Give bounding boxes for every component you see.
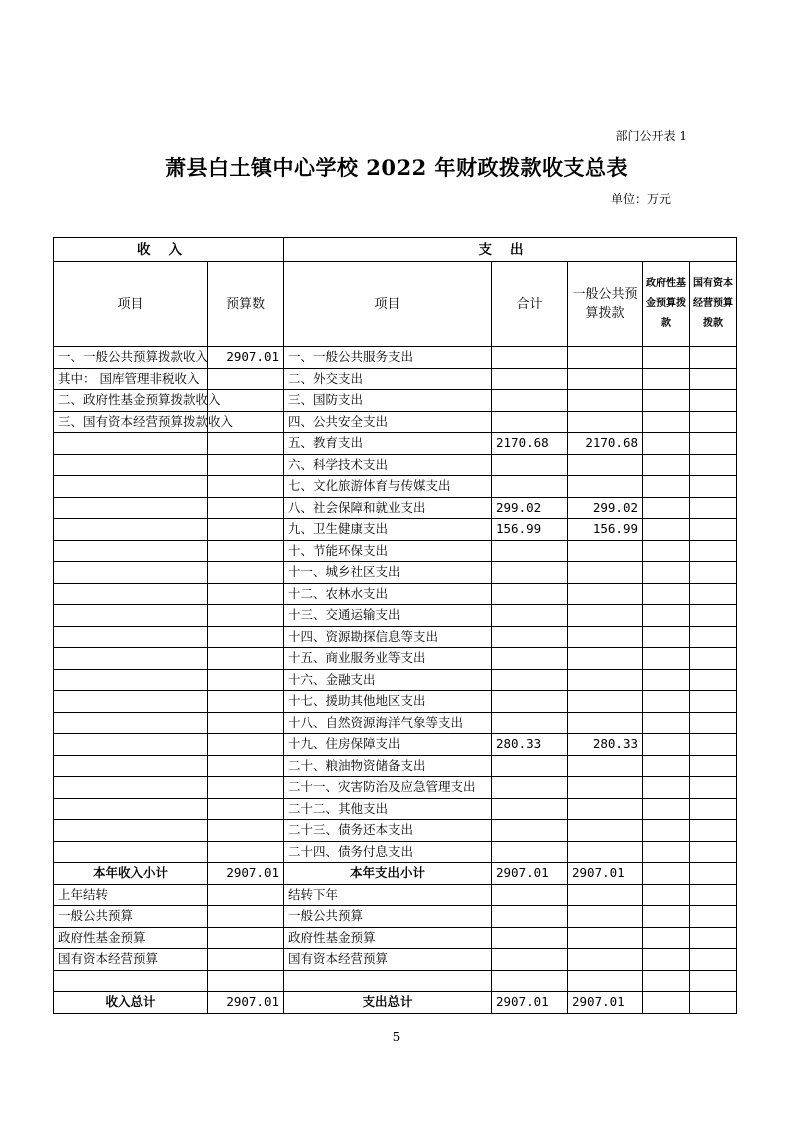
gov-fund-header: 政府性基金预算拨款 [643, 262, 690, 347]
income-item: 一、一般公共预算拨款收入 [54, 347, 208, 369]
expense-gov-fund [643, 734, 690, 756]
income-item [54, 820, 208, 842]
expense-general [568, 841, 643, 863]
income-amount [208, 777, 284, 799]
expense-total: 299.02 [492, 497, 568, 519]
grand-total-row [54, 992, 737, 1014]
expense-state-capital [690, 755, 737, 777]
carry-income-item: 上年结转 [54, 884, 208, 906]
header-row-1 [54, 238, 737, 262]
table-row [54, 476, 737, 498]
table-row [54, 454, 737, 476]
expense-gov-fund [643, 562, 690, 584]
carry-income-item: 政府性基金预算 [54, 927, 208, 949]
expense-subtotal-label: 本年支出小计 [284, 863, 492, 885]
empty-cell [643, 906, 690, 928]
expense-gov-fund [643, 497, 690, 519]
empty-cell [568, 949, 643, 971]
carry-row [54, 906, 737, 928]
expense-general [568, 648, 643, 670]
income-item [54, 841, 208, 863]
income-amount [208, 734, 284, 756]
expense-total [492, 583, 568, 605]
expense-gov-fund [643, 433, 690, 455]
empty-cell [492, 970, 568, 992]
expense-general [568, 411, 643, 433]
expense-gov-fund [643, 669, 690, 691]
income-amount [208, 669, 284, 691]
expense-gov-fund [643, 863, 690, 885]
general-budget-header: 一般公共预算拨款 [568, 262, 643, 347]
income-item: 二、政府性基金预算拨款收入 [54, 390, 208, 412]
empty-cell [568, 927, 643, 949]
carry-row [54, 884, 737, 906]
income-amount [208, 648, 284, 670]
expense-general [568, 583, 643, 605]
expense-general [568, 755, 643, 777]
income-amount [208, 540, 284, 562]
table-row [54, 669, 737, 691]
expense-general: 2170.68 [568, 433, 643, 455]
table-row [54, 368, 737, 390]
expense-item: 十二、农林水支出 [284, 583, 492, 605]
expense-gov-fund [643, 626, 690, 648]
income-header: 收入 [54, 238, 284, 262]
unit-label: 单位：万元 [610, 192, 671, 206]
expense-gov-fund [643, 411, 690, 433]
table-row [54, 347, 737, 369]
page-number: 5 [392, 1030, 401, 1044]
expense-item: 二十四、债务付息支出 [284, 841, 492, 863]
expense-state-capital [690, 497, 737, 519]
expense-total [492, 347, 568, 369]
expense-gov-fund [643, 755, 690, 777]
table-row [54, 798, 737, 820]
expense-gov-fund [643, 777, 690, 799]
expense-gov-fund [643, 583, 690, 605]
expense-gov-fund [643, 605, 690, 627]
income-item [54, 626, 208, 648]
empty-cell [568, 884, 643, 906]
expense-item: 二十三、债务还本支出 [284, 820, 492, 842]
expense-state-capital [690, 540, 737, 562]
expense-general [568, 454, 643, 476]
expense-gov-fund [643, 476, 690, 498]
expense-item: 九、卫生健康支出 [284, 519, 492, 541]
income-item [54, 798, 208, 820]
expense-total: 156.99 [492, 519, 568, 541]
expense-state-capital [690, 992, 737, 1014]
income-item [54, 454, 208, 476]
expense-general [568, 390, 643, 412]
expense-general [568, 605, 643, 627]
expense-item: 五、教育支出 [284, 433, 492, 455]
carry-income-amount [208, 884, 284, 906]
expense-total-label: 支出总计 [284, 992, 492, 1014]
expense-header: 支出 [284, 238, 737, 262]
income-item [54, 734, 208, 756]
expense-gov-fund [643, 540, 690, 562]
table-row [54, 433, 737, 455]
expense-total-total: 2907.01 [492, 992, 568, 1014]
expense-total [492, 712, 568, 734]
expense-total [492, 454, 568, 476]
income-amount [208, 519, 284, 541]
expense-total [492, 841, 568, 863]
expense-item: 二十、粮油物资储备支出 [284, 755, 492, 777]
expense-total [492, 476, 568, 498]
expense-gov-fund [643, 798, 690, 820]
expense-item: 十四、资源勘探信息等支出 [284, 626, 492, 648]
income-item [54, 540, 208, 562]
expense-subtotal-general: 2907.01 [568, 863, 643, 885]
expense-general: 156.99 [568, 519, 643, 541]
expense-item: 十八、自然资源海洋气象等支出 [284, 712, 492, 734]
income-amount [208, 820, 284, 842]
income-amount [208, 691, 284, 713]
empty-cell [690, 906, 737, 928]
expense-total [492, 777, 568, 799]
expense-state-capital [690, 734, 737, 756]
income-amount [208, 798, 284, 820]
empty-cell [643, 927, 690, 949]
table-row [54, 519, 737, 541]
expense-total [492, 626, 568, 648]
expense-item: 六、科学技术支出 [284, 454, 492, 476]
empty-cell [492, 949, 568, 971]
income-amount [208, 755, 284, 777]
expense-general [568, 540, 643, 562]
expense-total [492, 669, 568, 691]
expense-state-capital [690, 347, 737, 369]
state-capital-header: 国有资本经营预算拨款 [690, 262, 737, 347]
expense-item: 十六、金融支出 [284, 669, 492, 691]
expense-general [568, 368, 643, 390]
carry-income-item: 国有资本经营预算 [54, 949, 208, 971]
carry-row [54, 949, 737, 971]
income-total-label: 收入总计 [54, 992, 208, 1014]
income-item [54, 691, 208, 713]
expense-item: 十五、商业服务业等支出 [284, 648, 492, 670]
empty-cell [643, 884, 690, 906]
table-row [54, 390, 737, 412]
empty-cell [54, 970, 208, 992]
total-header: 合计 [492, 262, 568, 347]
expense-general [568, 820, 643, 842]
expense-general [568, 777, 643, 799]
expense-gov-fund [643, 368, 690, 390]
expense-gov-fund [643, 454, 690, 476]
expense-gov-fund [643, 841, 690, 863]
table-row [54, 626, 737, 648]
income-item: 三、国有资本经营预算拨款收入 [54, 411, 208, 433]
empty-cell [690, 927, 737, 949]
expense-general [568, 712, 643, 734]
expense-gov-fund [643, 691, 690, 713]
expense-item: 十三、交通运输支出 [284, 605, 492, 627]
income-budget-header: 预算数 [208, 262, 284, 347]
expense-state-capital [690, 454, 737, 476]
expense-general [568, 798, 643, 820]
form-code: 部门公开表 1 [615, 129, 687, 143]
income-amount [208, 497, 284, 519]
expense-total [492, 755, 568, 777]
expense-state-capital [690, 519, 737, 541]
empty-cell [492, 906, 568, 928]
empty-cell [690, 884, 737, 906]
carry-expense-item: 结转下年 [284, 884, 492, 906]
income-amount: 2907.01 [208, 347, 284, 369]
expense-item: 四、公共安全支出 [284, 411, 492, 433]
table-row [54, 583, 737, 605]
expense-state-capital [690, 841, 737, 863]
table-row [54, 411, 737, 433]
expense-gov-fund [643, 347, 690, 369]
expense-general: 280.33 [568, 734, 643, 756]
expense-item: 十一、城乡社区支出 [284, 562, 492, 584]
empty-cell [492, 927, 568, 949]
empty-cell [690, 970, 737, 992]
empty-cell [492, 884, 568, 906]
expense-item: 七、文化旅游体育与传媒支出 [284, 476, 492, 498]
empty-cell [208, 970, 284, 992]
expense-general: 299.02 [568, 497, 643, 519]
income-amount [208, 626, 284, 648]
income-amount [208, 583, 284, 605]
expense-total [492, 691, 568, 713]
expense-gov-fund [643, 648, 690, 670]
carry-row [54, 927, 737, 949]
income-item [54, 648, 208, 670]
expense-state-capital [690, 669, 737, 691]
expense-total [492, 390, 568, 412]
expense-item: 十七、援助其他地区支出 [284, 691, 492, 713]
empty-cell [643, 949, 690, 971]
income-item [54, 669, 208, 691]
carry-income-amount [208, 949, 284, 971]
expense-total: 2170.68 [492, 433, 568, 455]
expense-item: 二十一、灾害防治及应急管理支出 [284, 777, 492, 799]
expense-item-header: 项目 [284, 262, 492, 347]
income-amount [208, 433, 284, 455]
income-amount [208, 368, 284, 390]
income-amount [208, 841, 284, 863]
income-subtotal-amount: 2907.01 [208, 863, 284, 885]
expense-item: 八、社会保障和就业支出 [284, 497, 492, 519]
expense-total [492, 605, 568, 627]
expense-state-capital [690, 626, 737, 648]
income-item [54, 583, 208, 605]
expense-state-capital [690, 433, 737, 455]
income-amount [208, 712, 284, 734]
expense-state-capital [690, 691, 737, 713]
empty-cell [643, 970, 690, 992]
blank-row [54, 970, 737, 992]
table-row [54, 712, 737, 734]
expense-state-capital [690, 648, 737, 670]
carry-income-amount [208, 906, 284, 928]
expense-general [568, 626, 643, 648]
expense-item: 二十二、其他支出 [284, 798, 492, 820]
income-item [54, 497, 208, 519]
expense-total [492, 540, 568, 562]
expense-item: 十九、住房保障支出 [284, 734, 492, 756]
income-item [54, 519, 208, 541]
income-subtotal-label: 本年收入小计 [54, 863, 208, 885]
table-row [54, 691, 737, 713]
expense-state-capital [690, 583, 737, 605]
expense-total [492, 562, 568, 584]
carry-expense-item: 政府性基金预算 [284, 927, 492, 949]
expense-general [568, 562, 643, 584]
expense-state-capital [690, 777, 737, 799]
expense-total: 280.33 [492, 734, 568, 756]
expense-state-capital [690, 605, 737, 627]
empty-cell [690, 949, 737, 971]
empty-cell [568, 906, 643, 928]
table-row [54, 540, 737, 562]
income-total-amount: 2907.01 [208, 992, 284, 1014]
expense-state-capital [690, 411, 737, 433]
carry-expense-item: 国有资本经营预算 [284, 949, 492, 971]
table-row [54, 562, 737, 584]
expense-state-capital [690, 390, 737, 412]
table-row [54, 497, 737, 519]
page-title: 萧县白土镇中心学校 2022 年财政拨款收支总表 [164, 155, 629, 180]
expense-item: 三、国防支出 [284, 390, 492, 412]
income-item [54, 777, 208, 799]
expense-gov-fund [643, 992, 690, 1014]
income-item [54, 605, 208, 627]
expense-item: 二、外交支出 [284, 368, 492, 390]
expense-subtotal-total: 2907.01 [492, 863, 568, 885]
income-item [54, 712, 208, 734]
expense-total-general: 2907.01 [568, 992, 643, 1014]
expense-gov-fund [643, 390, 690, 412]
expense-state-capital [690, 820, 737, 842]
income-item [54, 476, 208, 498]
income-item [54, 562, 208, 584]
expense-gov-fund [643, 712, 690, 734]
header-row-2 [54, 262, 737, 347]
table-row [54, 734, 737, 756]
carry-expense-item: 一般公共预算 [284, 906, 492, 928]
expense-gov-fund [643, 519, 690, 541]
table-row [54, 755, 737, 777]
expense-state-capital [690, 368, 737, 390]
empty-cell [568, 970, 643, 992]
expense-general [568, 691, 643, 713]
expense-item: 一、一般公共服务支出 [284, 347, 492, 369]
income-item [54, 433, 208, 455]
expense-total [492, 648, 568, 670]
expense-item: 十、节能环保支出 [284, 540, 492, 562]
expense-gov-fund [643, 820, 690, 842]
expense-total [492, 820, 568, 842]
expense-state-capital [690, 712, 737, 734]
expense-total [492, 368, 568, 390]
expense-general [568, 669, 643, 691]
income-amount [208, 476, 284, 498]
carry-income-item: 一般公共预算 [54, 906, 208, 928]
income-item: 其中： 国库管理非税收入 [54, 368, 208, 390]
table-row [54, 777, 737, 799]
income-amount [208, 562, 284, 584]
expense-state-capital [690, 562, 737, 584]
expense-total [492, 798, 568, 820]
subtotal-row [54, 863, 737, 885]
table-row [54, 648, 737, 670]
table-row [54, 841, 737, 863]
table-row [54, 605, 737, 627]
carry-income-amount [208, 927, 284, 949]
expense-general [568, 476, 643, 498]
income-amount [208, 454, 284, 476]
expense-total [492, 411, 568, 433]
income-item-header: 项目 [54, 262, 208, 347]
budget-table [53, 237, 737, 1014]
income-amount [208, 605, 284, 627]
empty-cell [284, 970, 492, 992]
expense-state-capital [690, 798, 737, 820]
expense-state-capital [690, 476, 737, 498]
expense-state-capital [690, 863, 737, 885]
expense-general [568, 347, 643, 369]
income-item [54, 755, 208, 777]
table-row [54, 820, 737, 842]
